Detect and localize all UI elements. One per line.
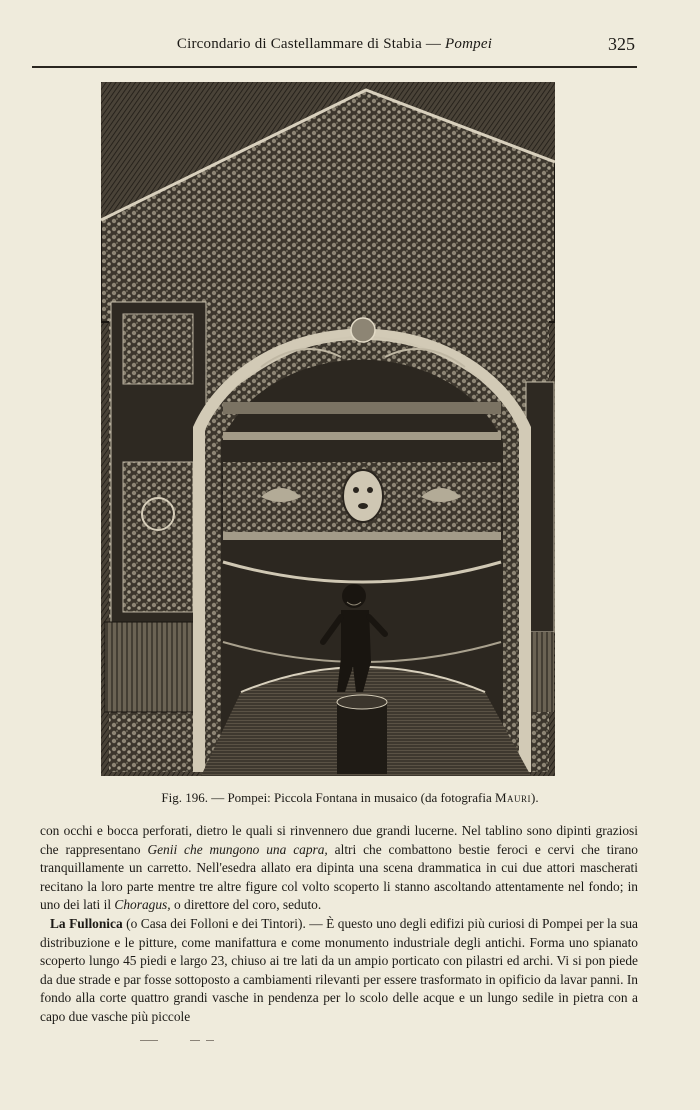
running-title-text: Circondario di Castellammare di Stabia — — [176, 36, 442, 52]
running-header — [32, 32, 637, 68]
body-text — [40, 822, 638, 1027]
p1-text-1: con occhi e bocca perforati, dietro le quali si rinvennero due grandi lucerne. Nel tablino sono dipinti graziosi che rappresentano — [40, 823, 638, 857]
figure-caption-credit: Mauri — [494, 790, 532, 805]
figure-caption-end: ). — [531, 790, 539, 805]
fountain-engraving — [101, 82, 555, 776]
p1-text-2: altri che combattono bestie feroci e cervi che tirano tranquillamente un carretto. Nell'esedra allato era dipinta una scena drammatica in cui due attori mascherati recitano la loro parte mentre tre altre figure col volto scoperto li stanno ascoltando attentamente nel fondo; in uno dei lati il — [40, 841, 638, 913]
p1-text-3: o direttore del coro, seduto. — [173, 897, 322, 913]
p2-bold-heading: La Fullonica — [50, 915, 123, 931]
figure-label: Fig. 196. — [161, 790, 208, 805]
paragraph-1 — [40, 822, 638, 915]
p1-italic-1: Genii che mungono una capra, — [147, 841, 328, 857]
p2-text-1: (o Casa dei Folloni e dei Tintori). — È questo uno degli edifizi più curiosi di Pompei per la sua distribuzione e le pitture, come manifattura e come monumento industriale degli antichi. Forma uno spianato scoperto lungo 45 piedi e largo 23, chiuso ai tre lati da un ampio porticato con pilastri ed archi. Vi si pon piede da due strade e par fosse sottoposto a cambiamenti rilevanti per essere trasformato in opificio da lavar panni. In fondo alla corte quattro grandi vasche in pendenza per lo scolo delle acque e un lungo sedile in pietra con a capo due vasche più piccole — [40, 915, 638, 1024]
footer-printer-marks — [140, 1040, 230, 1044]
paragraph-2 — [40, 915, 638, 1027]
running-title — [32, 36, 637, 53]
figure-caption — [0, 790, 700, 806]
running-title-italic: Pompei — [445, 36, 493, 52]
page-number: 325 — [608, 34, 635, 54]
p1-italic-2: Choragus, — [114, 897, 171, 913]
figure-caption-main: — Pompei: Piccola Fontana in musaico (da fotografia — [211, 790, 492, 805]
